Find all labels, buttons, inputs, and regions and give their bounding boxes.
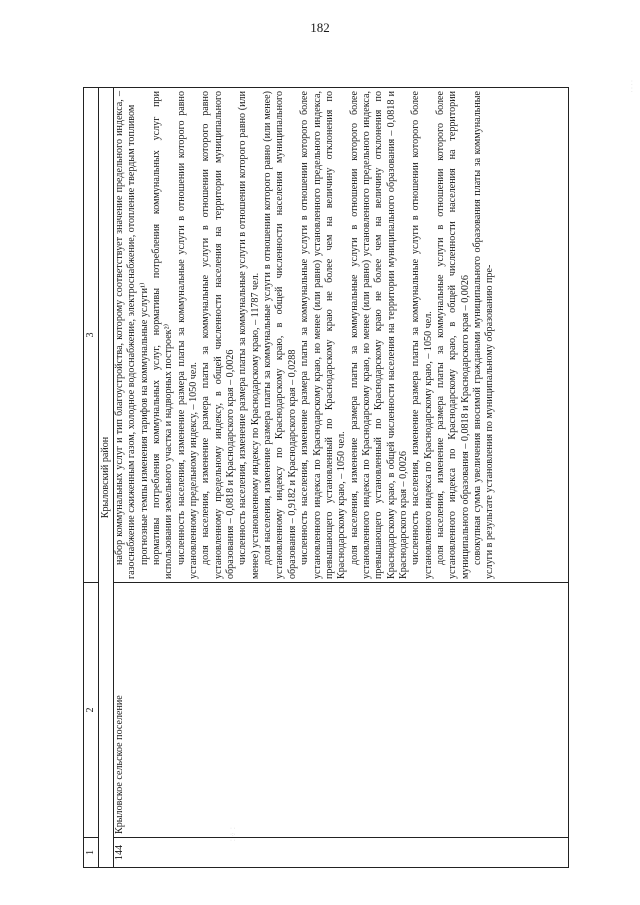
column-number-row	[84, 88, 99, 868]
edge-artifact: · · · ·	[628, 80, 634, 93]
rotated-table-container	[83, 88, 569, 868]
table-row	[114, 88, 569, 868]
paragraph-population-below: численность населения, изменение размера платы за коммунальные услуги в отношении которого равно (или менее) установленному индексу по Краснодарскому краю, – 11787 чел.	[237, 91, 261, 579]
district-name: Крыловский район	[99, 88, 114, 868]
paragraph-service-set: набор коммунальных услуг и тип благоустройства, которому соответствует значение предельного индекса, – газоснабжение сжиженным газом, холодное водоснабжение, электроснабжение, отопление твердым топливом	[114, 91, 138, 579]
column-number-1: 1	[84, 838, 99, 868]
column-number-2: 2	[84, 583, 99, 838]
description-cell	[114, 88, 569, 583]
paragraph-population-above: численность населения, изменение размера платы за коммунальные услуги в отношении которого более установленного индекса по Краснодарскому краю, – 1050 чел.	[410, 91, 434, 579]
page-number: 182	[310, 20, 330, 35]
paragraph-share-below: доля населения, изменение размера платы за коммунальные услуги в отношении которого равно (или менее) установленному индексу по Краснодарскому краю, в общей численности населения муниципального образования – 0,9182 и Краснодарского края – 0,0288	[262, 91, 298, 579]
paragraph-population-equal: численность населения, изменение размера платы за коммунальные услуги в отношении которого равно установленному предельному индексу, – 1050 чел.	[175, 91, 200, 579]
paragraph-share-above: доля населения, изменение размера платы за коммунальные услуги в отношении которого более установленного индекса по Краснодарскому краю, в общей численности населения на территории муниципального образования – 0,0818 и Краснодарского края – 0,0026	[434, 91, 471, 579]
paragraph-consumption-norms: нормативы потребления коммунальных услуг, нормативы потребления коммунальных услуг при использовании земельного участка и надворных построек²⁾	[151, 91, 175, 579]
municipal-index-table	[83, 87, 569, 868]
paragraph-population-between: численность населения, изменение размера платы за коммунальные услуги в отношении которого более установленного индекса по Краснодарскому краю, но менее (или равно) установленного предельного индекса, превышающего установленный по Краснодарскому краю не более чем на величину отклонения по Краснодарскому краю, – 1050 чел.	[299, 91, 348, 579]
paragraph-share-between: доля населения, изменение размера платы за коммунальные услуги в отношении которого более установленного индекса по Краснодарскому краю, но менее (или равно) установленного предельного индекса, превышающего установленный по Краснодарскому краю не более чем на величину отклонения по Краснодарскому краю, в общей численности населения на территории муниципального образования – 0,0818 и Краснодарского края – 0,0026	[348, 91, 409, 579]
paragraph-tariff-rates: прогнозные темпы изменения тарифов на коммунальные услуги¹⁾	[138, 282, 150, 565]
column-number-3: 3	[84, 88, 99, 583]
row-number: 144	[114, 838, 569, 868]
district-row	[99, 88, 114, 868]
scan-artifact: · · ·:· · ·	[230, 826, 236, 844]
settlement-name: Крыловское сельское поселение	[114, 583, 569, 838]
paragraph-total-increase: совокупная сумма увеличения вносимой гражданами муниципального образования платы за коммунальные услуги в результате установления по муниципальному образованию пре-	[471, 91, 496, 579]
paragraph-share-equal: доля населения, изменение размера платы за коммунальные услуги в отношении которого равно установленному предельному индексу, в общей численности населения на территории муниципального образования – 0,0818 и Краснодарского края – 0,0026	[200, 91, 237, 579]
